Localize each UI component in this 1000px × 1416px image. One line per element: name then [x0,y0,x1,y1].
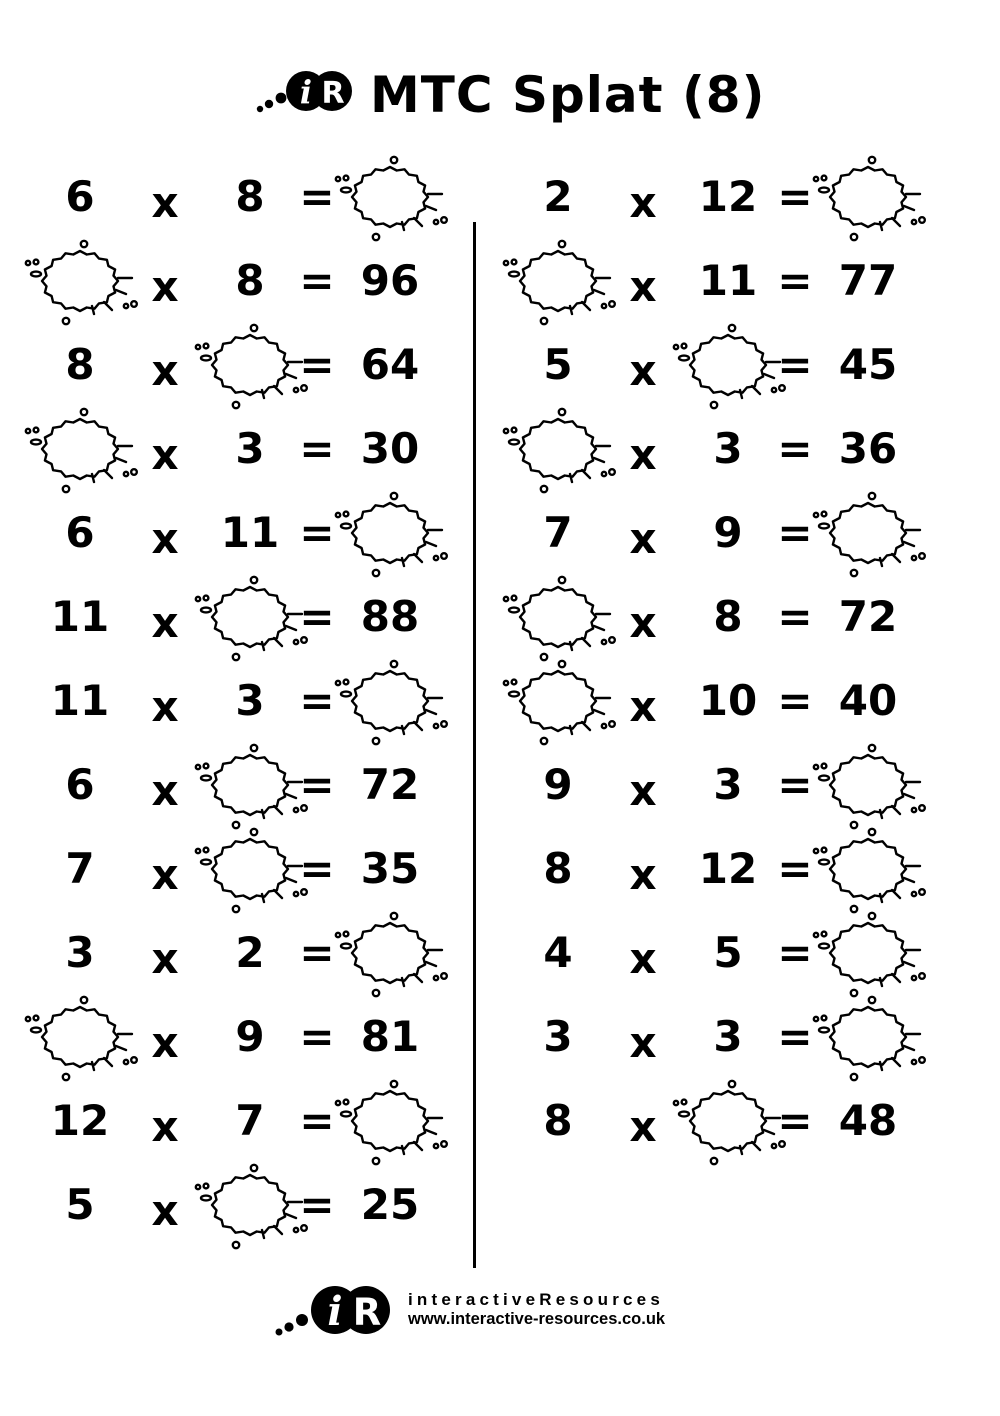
equals-sign: = [777,1012,813,1061]
operand-b: 2 [235,928,265,977]
equals-sign: = [299,928,335,977]
times-sign: x [151,934,179,983]
footer [0,1278,1000,1358]
equals-sign: = [777,592,813,641]
equals-sign: = [777,256,813,305]
equals-sign: = [777,844,813,893]
operand-a: 7 [65,844,95,893]
operand-b: 5 [713,928,743,977]
equals-sign: = [299,592,335,641]
footer-url: www.interactive-resources.co.uk [408,1310,666,1328]
operand-b: 11 [220,508,280,557]
product: 64 [360,340,420,389]
operand-a: 2 [543,172,573,221]
product: 88 [360,592,420,641]
product: 72 [360,760,420,809]
equation-row [478,155,938,239]
operand-b: 3 [713,760,743,809]
ink-splat-icon [810,994,926,1080]
equals-sign: = [777,676,813,725]
operand-b: 3 [235,424,265,473]
operand-b: 8 [235,256,265,305]
times-sign: x [151,1018,179,1067]
equation-row [478,1079,938,1163]
equals-sign: = [299,1096,335,1145]
times-sign: x [629,934,657,983]
times-sign: x [151,598,179,647]
product-splat-blank [788,491,948,575]
equals-sign: = [777,928,813,977]
product-splat-blank [788,155,948,239]
operand-a: 4 [543,928,573,977]
equals-sign: = [299,424,335,473]
product-splat-blank [788,743,948,827]
equation-row [478,407,938,491]
times-sign: x [151,1102,179,1151]
equals-sign: = [299,844,335,893]
operand-a: 11 [50,592,110,641]
ink-splat-icon [500,658,616,744]
times-sign: x [151,178,179,227]
times-sign: x [629,850,657,899]
equals-sign: = [299,508,335,557]
operand-a: 8 [65,340,95,389]
operand-a: 8 [543,844,573,893]
ink-splat-icon [810,826,926,912]
operand-a: 6 [65,172,95,221]
svg-text:R: R [352,1291,382,1334]
times-sign: x [151,346,179,395]
equation-row [478,239,938,323]
equals-sign: = [299,256,335,305]
equals-sign: = [299,172,335,221]
ink-splat-icon [500,406,616,492]
operand-b: 8 [713,592,743,641]
operand-b: 12 [698,172,758,221]
operand-a: 3 [65,928,95,977]
product: 25 [360,1180,420,1229]
svg-text:i: i [299,73,313,111]
ink-splat-icon [810,154,926,240]
product: 40 [838,676,898,725]
equals-sign: = [777,760,813,809]
product: 72 [838,592,898,641]
equals-sign: = [299,1180,335,1229]
equals-sign: = [777,508,813,557]
product: 96 [360,256,420,305]
equation-row [478,995,938,1079]
times-sign: x [629,682,657,731]
footer-brand: interactiveResources [408,1290,664,1309]
times-sign: x [151,682,179,731]
equals-sign: = [299,760,335,809]
product: 35 [360,844,420,893]
times-sign: x [629,430,657,479]
operand-a: 6 [65,508,95,557]
times-sign: x [629,1018,657,1067]
ink-splat-icon [500,238,616,324]
times-sign: x [151,766,179,815]
equals-sign: = [299,1012,335,1061]
product-splat-blank [788,911,948,995]
times-sign: x [629,514,657,563]
times-sign: x [151,262,179,311]
operand-a: 5 [543,340,573,389]
times-sign: x [629,598,657,647]
operand-b: 3 [235,676,265,725]
operand-a: 11 [50,676,110,725]
ink-splat-icon [810,742,926,828]
product-splat-blank [788,827,948,911]
equals-sign: = [777,172,813,221]
ink-splat-icon [810,490,926,576]
times-sign: x [151,430,179,479]
product: 45 [838,340,898,389]
operand-a: 5 [65,1180,95,1229]
equals-sign: = [777,1096,813,1145]
ink-splat-icon [500,574,616,660]
operand-b: 3 [713,1012,743,1061]
operand-b: 9 [713,508,743,557]
equation-row [478,575,938,659]
product: 77 [838,256,898,305]
equation-row [478,827,938,911]
operand-b: 8 [235,172,265,221]
equation-row [478,323,938,407]
product: 30 [360,424,420,473]
times-sign: x [151,1186,179,1235]
product-splat-blank [788,995,948,1079]
operand-a: 7 [543,508,573,557]
times-sign: x [629,346,657,395]
times-sign: x [629,178,657,227]
operand-a: 12 [50,1096,110,1145]
svg-text:R: R [321,76,345,111]
ink-splat-icon [810,910,926,996]
operand-b: 9 [235,1012,265,1061]
operand-a: 9 [543,760,573,809]
equation-row [478,491,938,575]
operand-a: 6 [65,760,95,809]
svg-text:i: i [327,1288,343,1335]
times-sign: x [151,514,179,563]
equation-row [478,743,938,827]
operand-b: 7 [235,1096,265,1145]
page-title: MTC Splat (8) [370,66,766,124]
operand-b: 3 [713,424,743,473]
times-sign: x [629,766,657,815]
times-sign: x [629,262,657,311]
product: 81 [360,1012,420,1061]
operand-a: 8 [543,1096,573,1145]
equals-sign: = [777,340,813,389]
equals-sign: = [299,676,335,725]
interactive-resources-logo-icon [272,1278,400,1344]
equals-sign: = [299,340,335,389]
product: 36 [838,424,898,473]
operand-b: 12 [698,844,758,893]
operand-b: 11 [698,256,758,305]
times-sign: x [629,1102,657,1151]
equals-sign: = [777,424,813,473]
times-sign: x [151,850,179,899]
operand-b: 10 [698,676,758,725]
equation-row [478,911,938,995]
product: 48 [838,1096,898,1145]
operand-a: 3 [543,1012,573,1061]
equation-row [478,659,938,743]
